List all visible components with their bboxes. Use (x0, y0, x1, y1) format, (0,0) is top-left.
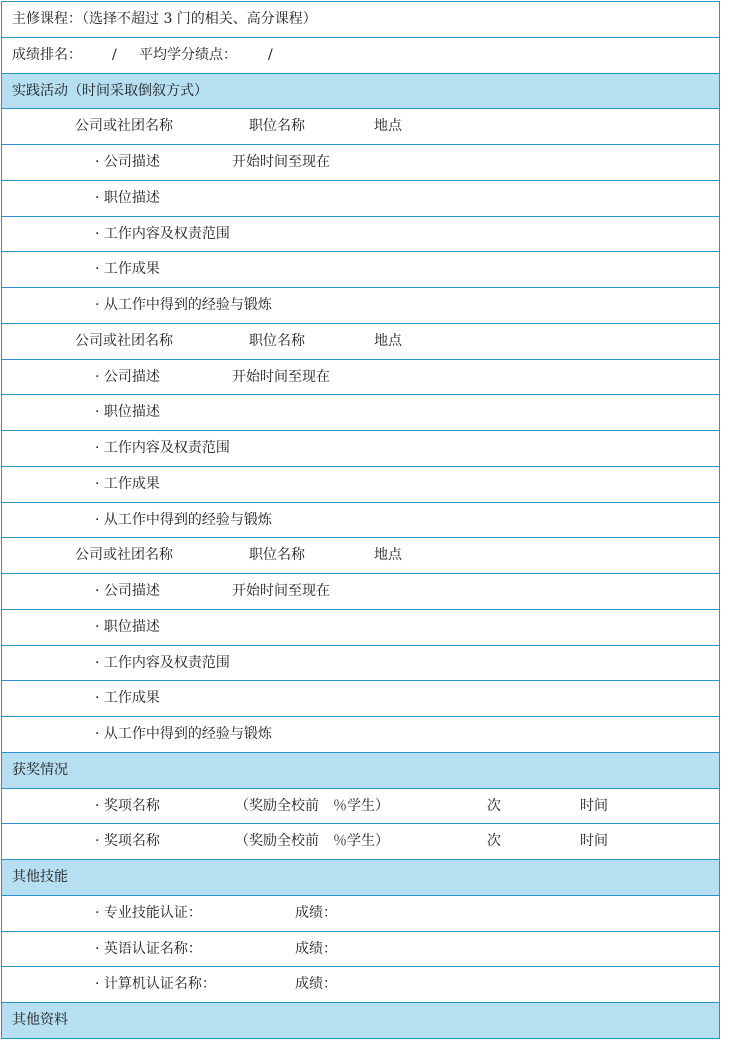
org-name-label: 公司或社团名称 (75, 332, 173, 349)
experience-row (2, 503, 719, 539)
practice-org-row (2, 324, 719, 360)
award-time-label: 时间 (580, 833, 608, 850)
org-name-label: 公司或社团名称 (75, 547, 173, 564)
results-label: · 工作成果 (95, 475, 160, 492)
time-range-label: 开始时间至现在 (232, 368, 330, 385)
location-label: 地点 (374, 547, 402, 564)
skill-score-label: 成绩： (295, 904, 337, 921)
duties-label: · 工作内容及权责范围 (95, 225, 230, 242)
award-rank-label: （奖励全校前 ％学生） (235, 797, 389, 814)
gpa-slash: / (268, 46, 273, 63)
award-time-label: 时间 (580, 797, 608, 814)
job-desc-row (2, 181, 719, 217)
duties-row (2, 217, 719, 253)
time-range-label: 开始时间至现在 (232, 154, 330, 170)
rank-label: 成绩排名： (12, 46, 82, 63)
duties-label: · 工作内容及权责范围 (95, 440, 230, 456)
courses-label: 主修课程：（选择不超过 3 门的相关、高分课程） (12, 11, 317, 27)
award-times-label: 次 (487, 833, 501, 850)
skill-name-label: · 英语认证名称： (95, 940, 202, 957)
experience-label: · 从工作中得到的经验与锻炼 (95, 726, 272, 742)
award-name-label: · 奖项名称 (95, 797, 160, 814)
company-desc-row (2, 574, 719, 610)
org-name-label: 公司或社团名称 (75, 118, 173, 135)
practice-section-title: 实践活动（时间采取倒叙方式） (12, 82, 208, 99)
skills-section-title: 其他技能 (12, 869, 68, 885)
rank-gpa-row (2, 38, 719, 74)
job-desc-label: · 职位描述 (95, 618, 160, 635)
skill-row (2, 896, 719, 932)
time-range-label: 开始时间至现在 (232, 583, 330, 599)
job-desc-row (2, 395, 719, 431)
experience-label: · 从工作中得到的经验与锻炼 (95, 511, 272, 528)
award-rank-label: （奖励全校前 ％学生） (235, 833, 389, 850)
award-times-label: 次 (487, 797, 501, 814)
position-name-label: 职位名称 (249, 332, 305, 349)
company-desc-row (2, 145, 719, 181)
other-section-header (2, 1003, 719, 1039)
results-row (2, 467, 719, 503)
award-row (2, 824, 719, 860)
practice-org-row (2, 538, 719, 574)
skill-score-label: 成绩： (295, 940, 337, 957)
experience-row (2, 288, 719, 324)
awards-section-header (2, 753, 719, 789)
courses-row (2, 2, 719, 38)
award-row (2, 789, 719, 825)
skill-score-label: 成绩： (295, 976, 337, 993)
job-desc-label: · 职位描述 (95, 404, 160, 421)
location-label: 地点 (374, 332, 402, 349)
duties-row (2, 431, 719, 467)
awards-section-title: 获奖情况 (12, 761, 68, 778)
company-desc-row (2, 360, 719, 396)
experience-row (2, 717, 719, 753)
results-label: · 工作成果 (95, 261, 160, 278)
company-desc-label: · 公司描述 (95, 154, 160, 170)
skill-name-label: · 计算机认证名称： (95, 976, 216, 993)
position-name-label: 职位名称 (249, 118, 305, 135)
results-row (2, 252, 719, 288)
resume-form-table (1, 1, 720, 1039)
skills-section-header (2, 860, 719, 896)
practice-org-row (2, 109, 719, 145)
job-desc-label: · 职位描述 (95, 189, 160, 206)
company-desc-label: · 公司描述 (95, 583, 160, 599)
duties-label: · 工作内容及权责范围 (95, 654, 230, 671)
company-desc-label: · 公司描述 (95, 368, 160, 385)
skill-row (2, 932, 719, 968)
job-desc-row (2, 610, 719, 646)
rank-slash: / (112, 46, 117, 63)
duties-row (2, 646, 719, 682)
experience-label: · 从工作中得到的经验与锻炼 (95, 297, 272, 313)
location-label: 地点 (374, 118, 402, 135)
other-section-title: 其他资料 (12, 1012, 68, 1028)
position-name-label: 职位名称 (249, 547, 305, 564)
results-label: · 工作成果 (95, 690, 160, 707)
skill-row (2, 967, 719, 1003)
award-name-label: · 奖项名称 (95, 833, 160, 850)
gpa-label: 平均学分绩点： (139, 46, 237, 63)
skill-name-label: · 专业技能认证： (95, 904, 202, 921)
practice-section-header (2, 74, 719, 110)
results-row (2, 681, 719, 717)
